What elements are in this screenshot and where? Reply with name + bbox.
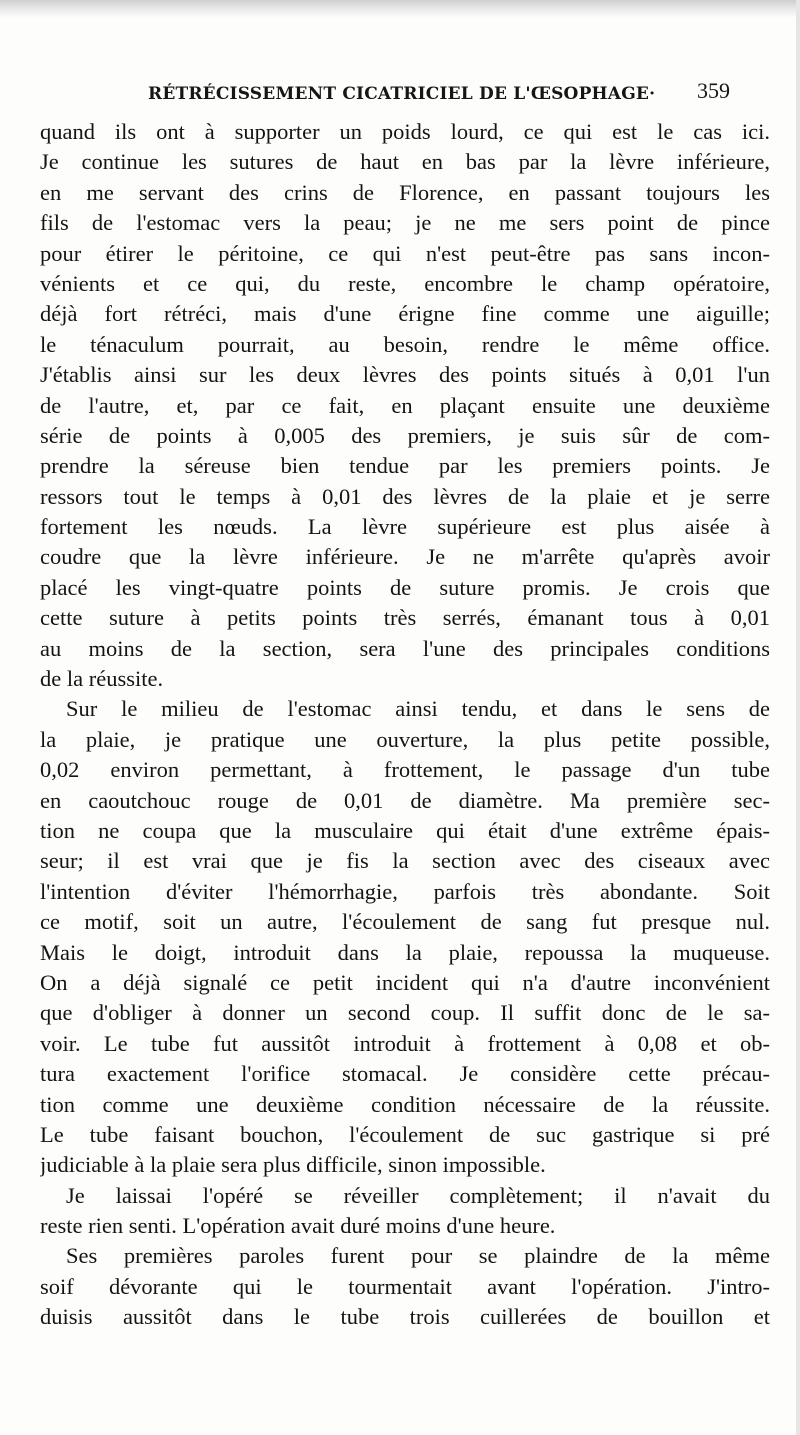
page-number: 359 <box>697 78 730 103</box>
text-line: la plaie, je pratique une ouverture, la plus petite possible, <box>40 726 770 752</box>
text-line: Le tube faisant bouchon, l'écoulement de suc gastrique si pré <box>40 1121 770 1147</box>
text-line: fortement les nœuds. La lèvre supérieure est plus aisée à <box>40 514 770 540</box>
paragraph-first-line: Je laissai l'opéré se réveiller complètement; il n'avait du <box>66 1182 770 1208</box>
text-line: placé les vingt-quatre points de suture promis. Je crois que <box>40 574 770 600</box>
paragraph-last-line: de la réussite. <box>40 666 164 692</box>
text-line: ressors tout le temps à 0,01 des lèvres de la plaie et je serre <box>40 483 770 509</box>
body-text <box>40 117 770 1333</box>
text-line: seur; il est vrai que je fis la section avec des ciseaux avec <box>40 848 770 874</box>
text-line: coudre que la lèvre inférieure. Je ne m'arrête qu'après avoir <box>40 544 770 570</box>
text-line: Mais le doigt, introduit dans la plaie, repoussa la muqueuse. <box>40 939 770 965</box>
text-line: vénients et ce qui, du reste, encombre le champ opératoire, <box>40 270 770 296</box>
paragraph-last-line: reste rien senti. L'opération avait duré moins d'une heure. <box>40 1213 556 1239</box>
text-line: de l'autre, et, par ce fait, en plaçant ensuite une deuxième <box>40 392 770 418</box>
text-line: en me servant des crins de Florence, en passant toujours les <box>40 179 770 205</box>
text-line: Je continue les sutures de haut en bas par la lèvre inférieure, <box>40 149 770 175</box>
scan-right-edge <box>796 0 800 1435</box>
text-line: en caoutchouc rouge de 0,01 de diamètre. Ma première sec- <box>40 787 770 813</box>
text-line: prendre la séreuse bien tendue par les premiers points. Je <box>40 453 770 479</box>
text-line: voir. Le tube fut aussitôt introduit à frottement à 0,08 et ob- <box>40 1030 770 1056</box>
text-line: tion ne coupa que la musculaire qui était d'une extrême épais- <box>40 817 770 843</box>
text-line: ce motif, soit un autre, l'écoulement de sang fut presque nul. <box>40 909 770 935</box>
text-line: l'intention d'éviter l'hémorrhagie, parfois très abondante. Soit <box>40 878 770 904</box>
paragraph-first-line: Sur le milieu de l'estomac ainsi tendu, et dans le sens de <box>66 696 770 722</box>
text-line: soif dévorante qui le tourmentait avant l'opération. J'intro- <box>40 1273 770 1299</box>
text-line: tura exactement l'orifice stomacal. Je considère cette précau- <box>40 1061 770 1087</box>
running-title: RÉTRÉCISSEMENT CICATRICIEL DE L'ŒSOPHAGE· <box>148 84 656 104</box>
paragraph-first-line: Ses premières paroles furent pour se plaindre de la même <box>66 1243 770 1269</box>
text-line: On a déjà signalé ce petit incident qui n'a d'autre inconvénient <box>40 969 770 995</box>
text-line: tion comme une deuxième condition nécessaire de la réussite. <box>40 1091 770 1117</box>
text-line: que d'obliger à donner un second coup. Il suffit donc de le sa- <box>40 1000 770 1026</box>
text-line: série de points à 0,005 des premiers, je suis sûr de com- <box>40 422 770 448</box>
text-line: le ténaculum pourrait, au besoin, rendre le même office. <box>40 331 770 357</box>
running-header <box>0 78 800 108</box>
text-line: cette suture à petits points très serrés, émanant tous à 0,01 <box>40 605 770 631</box>
scan-top-shadow <box>0 0 800 18</box>
paragraph-last-line: judiciable à la plaie sera plus difficile, sinon impossible. <box>40 1152 546 1178</box>
text-line: fils de l'estomac vers la peau; je ne me sers point de pince <box>40 210 770 236</box>
text-line: déjà fort rétréci, mais d'une érigne fine comme une aiguille; <box>40 301 770 327</box>
text-line: au moins de la section, sera l'une des principales conditions <box>40 635 770 661</box>
text-line: J'établis ainsi sur les deux lèvres des points situés à 0,01 l'un <box>40 362 770 388</box>
text-line: 0,02 environ permettant, à frottement, le passage d'un tube <box>40 757 770 783</box>
text-line: duisis aussitôt dans le tube trois cuillerées de bouillon et <box>40 1304 770 1330</box>
text-line: quand ils ont à supporter un poids lourd, ce qui est le cas ici. <box>40 119 770 144</box>
text-line: pour étirer le péritoine, ce qui n'est peut-être pas sans incon- <box>40 240 770 266</box>
